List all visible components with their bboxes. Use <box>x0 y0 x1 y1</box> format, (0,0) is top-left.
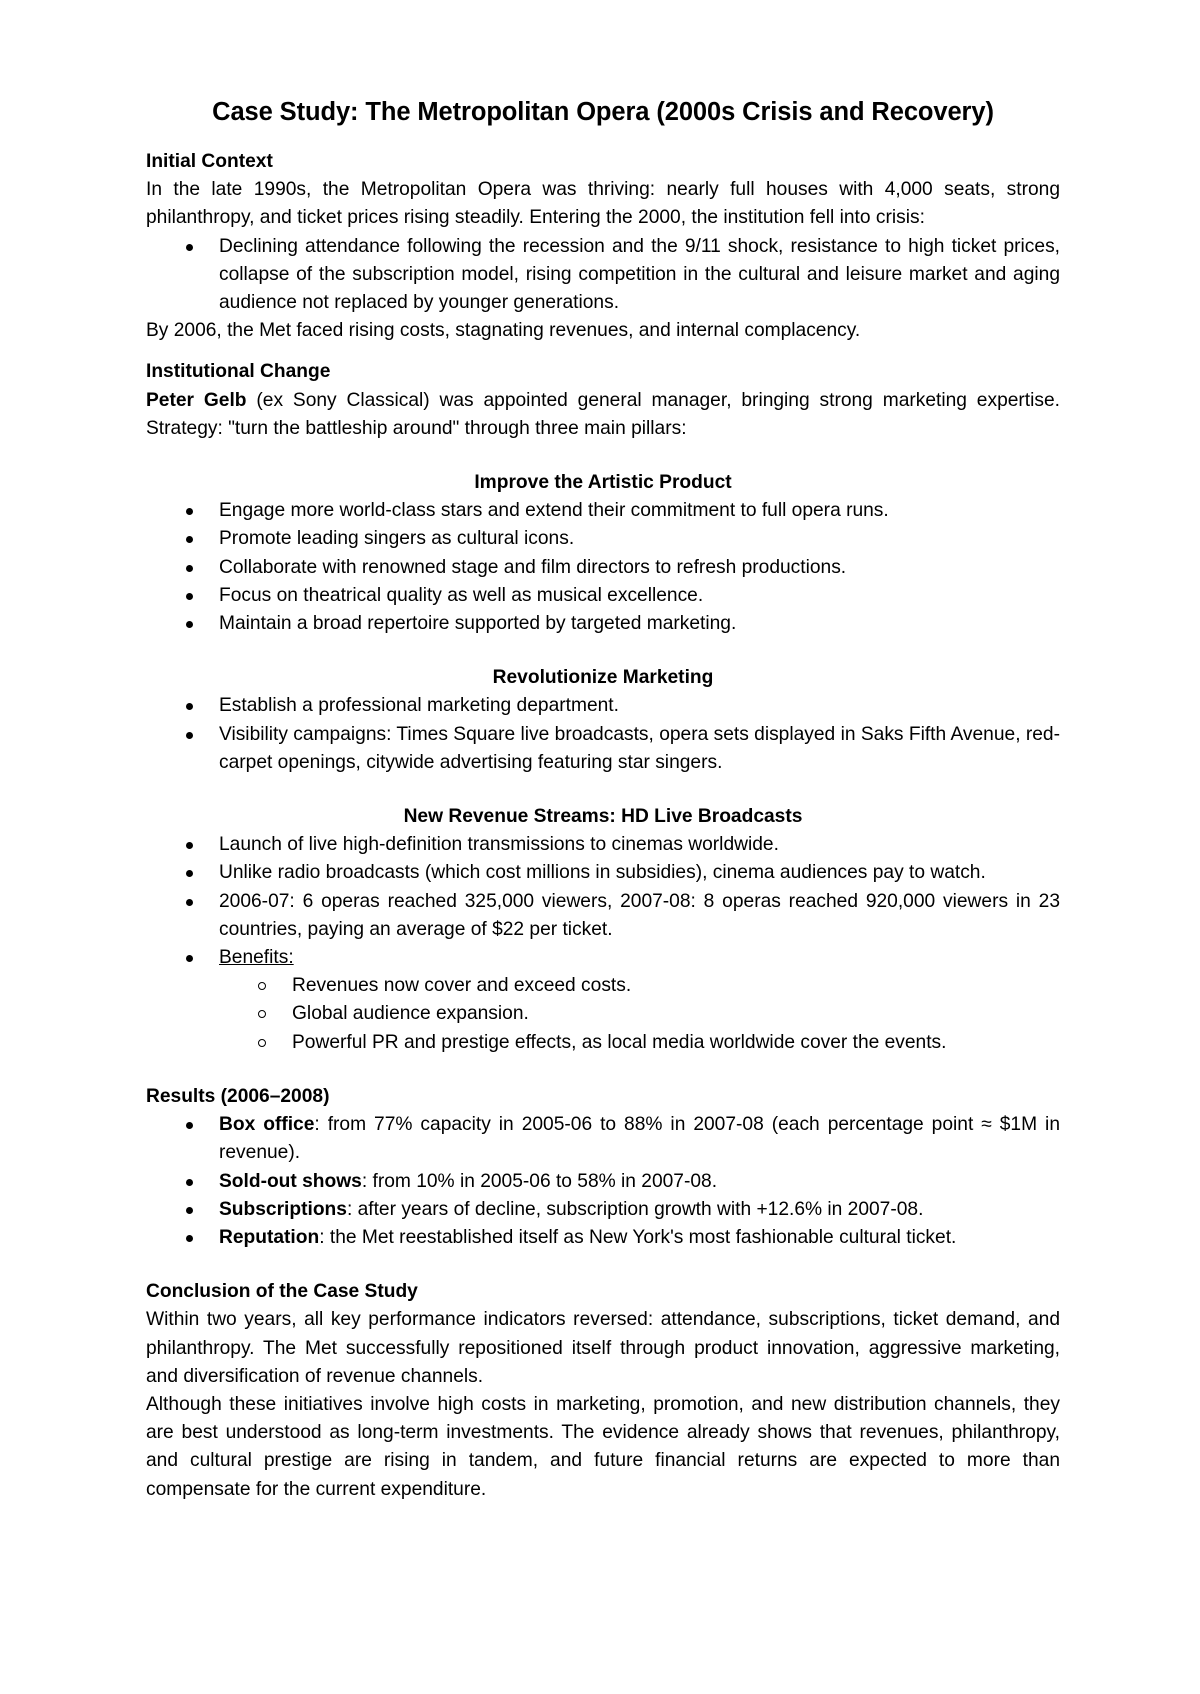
sub-list-item: Revenues now cover and exceed costs. <box>146 972 1060 1000</box>
list-item <box>146 1168 1060 1196</box>
sub-list-item: Powerful PR and prestige effects, as local media worldwide cover the events. <box>146 1029 1060 1057</box>
list-item <box>146 1196 1060 1224</box>
result-text: : from 77% capacity in 2005-06 to 88% in 2007-08 (each percentage point ≈ $1M in revenue). <box>219 1114 1060 1164</box>
section-conclusion <box>146 1278 1060 1504</box>
result-label: Sold-out shows <box>219 1170 362 1192</box>
paragraph: In the late 1990s, the Metropolitan Opera was thriving: nearly full houses with 4,000 seats, strong philanthropy, and ticket prices rising steadily. Entering the 2000, the institution fell into crisis: <box>146 179 1060 229</box>
list-item: 2006-07: 6 operas reached 325,000 viewers, 2007-08: 8 operas reached 920,000 viewers in 23 countries, paying an average of $22 per ticket. <box>146 888 1060 944</box>
result-label: Subscriptions <box>219 1198 347 1220</box>
paragraph: Although these initiatives involve high costs in marketing, promotion, and new distribution channels, they are best understood as long-term investments. The evidence already shows that revenues, philanthropy, and cultural prestige are rising in tandem, and future financial returns are expected to more than compensate for the current expenditure. <box>146 1393 1060 1500</box>
section-marketing <box>146 664 1060 777</box>
sub-bullet-list <box>146 972 1060 1057</box>
section-initial-context <box>146 148 1060 345</box>
subsection-heading: New Revenue Streams: HD Live Broadcasts <box>403 806 803 828</box>
paragraph: Within two years, all key performance indicators reversed: attendance, subscriptions, ticket demand, and philanthropy. The Met successfully repositioned itself through product innovation, aggressive marketing, and diversification of revenue channels. <box>146 1309 1060 1387</box>
list-item: Establish a professional marketing department. <box>146 692 1060 720</box>
section-hd-broadcasts <box>146 803 1060 1057</box>
list-item: Launch of live high-definition transmissions to cinemas worldwide. <box>146 831 1060 859</box>
list-item: Engage more world-class stars and extend their commitment to full opera runs. <box>146 497 1060 525</box>
list-item: Promote leading singers as cultural icons. <box>146 525 1060 553</box>
list-item: Maintain a broad repertoire supported by targeted marketing. <box>146 610 1060 638</box>
result-label: Box office <box>219 1114 315 1136</box>
subsection-heading: Improve the Artistic Product <box>474 472 732 494</box>
list-item: Focus on theatrical quality as well as musical excellence. <box>146 582 1060 610</box>
list-item <box>146 1224 1060 1252</box>
section-heading: Conclusion of the Case Study <box>146 1281 418 1303</box>
section-heading: Initial Context <box>146 151 273 172</box>
result-label: Reputation <box>219 1226 320 1248</box>
person-name: Peter Gelb <box>146 389 247 411</box>
bullet-list <box>146 692 1060 777</box>
result-text: : from 10% in 2005-06 to 58% in 2007-08. <box>361 1170 718 1192</box>
section-results <box>146 1083 1060 1252</box>
result-text: : the Met reestablished itself as New York's most fashionable cultural ticket. <box>319 1226 957 1248</box>
bullet-list <box>146 497 1060 638</box>
subsection-heading: Revolutionize Marketing <box>492 667 714 689</box>
list-item: Unlike radio broadcasts (which cost millions in subsidies), cinema audiences pay to watch. <box>146 859 1060 887</box>
benefits-label: Benefits: <box>219 947 294 969</box>
list-item: Collaborate with renowned stage and film directors to refresh productions. <box>146 554 1060 582</box>
paragraph <box>146 387 1060 443</box>
section-artistic-product <box>146 469 1060 638</box>
result-text: : after years of decline, subscription growth with +12.6% in 2007-08. <box>346 1198 924 1220</box>
section-heading: Institutional Change <box>146 361 331 383</box>
page-title: Case Study: The Metropolitan Opera (2000s Crisis and Recovery) <box>212 98 994 126</box>
list-item: Visibility campaigns: Times Square live broadcasts, opera sets displayed in Saks Fifth Avenue, red-carpet openings, citywide advertising featuring star singers. <box>146 721 1060 777</box>
bullet-list <box>146 831 1060 972</box>
sub-list-item: Global audience expansion. <box>146 1000 1060 1028</box>
bullet-list <box>146 233 1060 318</box>
bullet-list <box>146 1111 1060 1252</box>
paragraph-text: (ex Sony Classical) was appointed general manager, bringing strong marketing expertise. Strategy: "turn the battleship around" through three main pillars: <box>146 389 1060 439</box>
list-item <box>146 1111 1060 1167</box>
list-item-benefits <box>146 944 1060 972</box>
section-institutional-change <box>146 358 1060 443</box>
section-heading: Results (2006–2008) <box>146 1085 330 1107</box>
paragraph: By 2006, the Met faced rising costs, stagnating revenues, and internal complacency. <box>146 320 861 342</box>
list-item: Declining attendance following the recession and the 9/11 shock, resistance to high ticket prices, collapse of the subscription model, rising competition in the cultural and leisure market and aging audience not replaced by younger generations. <box>146 233 1060 318</box>
